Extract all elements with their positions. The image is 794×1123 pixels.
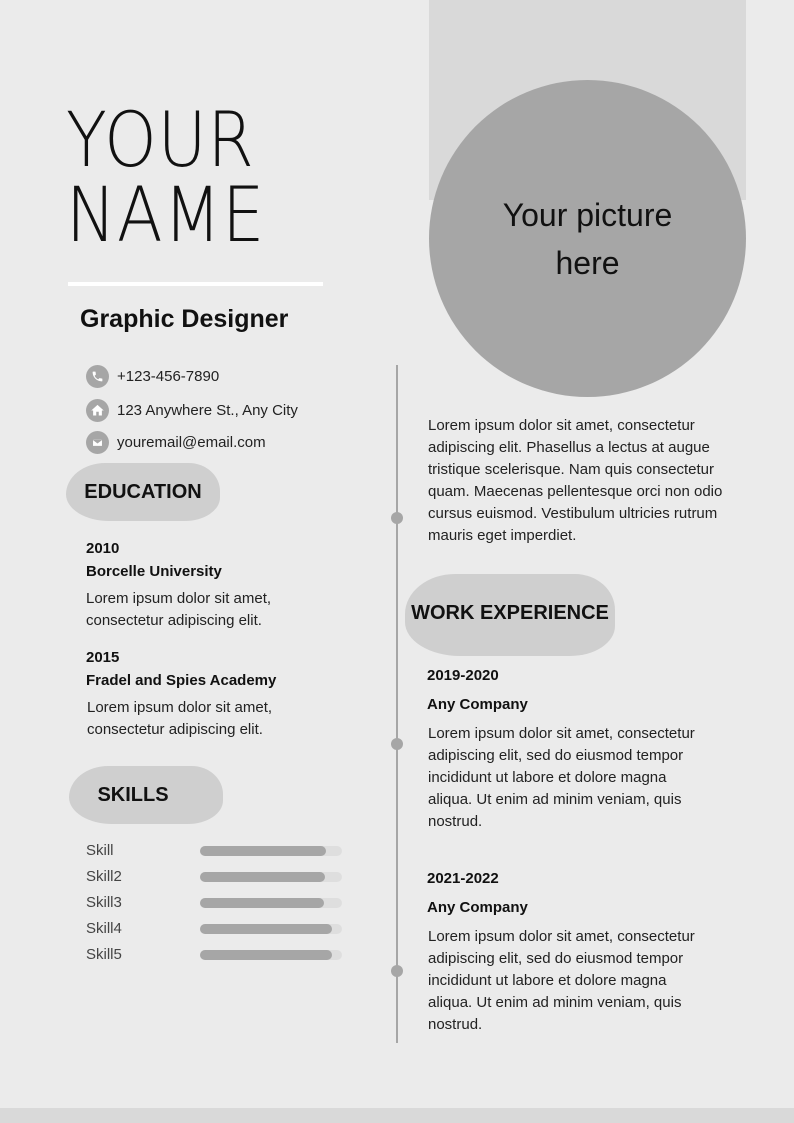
about-text: Lorem ipsum dolor sit amet, consectetur adipiscing elit. Phasellus a lectus at augue tristique scelerisque. Nam quis consectetur quam. Maecenas pellentesque orci non odio cursus euismod. Vestibulum ultricies rutrum mauris eget imperdiet. xyxy=(428,417,723,544)
skill-label: Skill3 xyxy=(86,894,122,911)
contact-email xyxy=(86,430,266,454)
footer-bar xyxy=(0,1108,794,1123)
name-line-1: YOUR xyxy=(66,95,255,184)
skills-heading-blob xyxy=(69,766,223,824)
work-description: Lorem ipsum dolor sit amet, consectetur adipiscing elit, sed do eiusmod tempor incididunt ut labore et dolore magna aliqua. Ut enim ad minim veniam, quis nostrud. xyxy=(428,928,695,1033)
skill-label: Skill5 xyxy=(86,946,122,963)
home-icon xyxy=(86,399,109,422)
skill-label: Skill2 xyxy=(86,868,122,885)
education-school: Borcelle University xyxy=(86,563,222,580)
work-period: 2019-2020 xyxy=(427,667,499,684)
education-heading: EDUCATION xyxy=(84,480,202,503)
education-school: Fradel and Spies Academy xyxy=(86,672,277,689)
phone-icon xyxy=(86,365,109,388)
timeline-line xyxy=(396,365,398,1043)
candidate-name xyxy=(66,95,292,259)
skill-label: Skill4 xyxy=(86,920,122,937)
job-title: Graphic Designer xyxy=(80,305,289,333)
skills-heading: SKILLS xyxy=(97,783,169,806)
skill-bar-fill xyxy=(200,950,332,960)
skill-bar-fill xyxy=(200,898,324,908)
contact-phone xyxy=(86,364,219,388)
work-period: 2021-2022 xyxy=(427,870,499,887)
skill-bar-fill xyxy=(200,924,332,934)
phone-text: +123-456-7890 xyxy=(117,367,220,385)
skill-label: Skill xyxy=(86,842,114,859)
work-heading: WORK EXPERIENCE xyxy=(411,601,609,624)
skill-bar-fill xyxy=(200,872,325,882)
education-description: Lorem ipsum dolor sit amet, consectetur adipiscing elit. xyxy=(87,699,273,738)
address-text: 123 Anywhere St., Any City xyxy=(117,401,298,419)
education-description: Lorem ipsum dolor sit amet, consectetur adipiscing elit. xyxy=(86,590,272,629)
skill-bar xyxy=(200,846,342,856)
skill-bar xyxy=(200,872,342,882)
timeline-dot xyxy=(391,512,403,524)
work-company: Any Company xyxy=(427,696,528,713)
skill-bar xyxy=(200,898,342,908)
timeline-dot xyxy=(391,965,403,977)
education-heading-blob xyxy=(66,463,220,521)
skill-bar xyxy=(200,950,342,960)
work-heading-blob xyxy=(405,574,615,656)
contact-address xyxy=(86,398,298,422)
mail-icon xyxy=(86,431,109,454)
education-year: 2010 xyxy=(86,540,120,557)
name-divider xyxy=(68,282,323,286)
timeline-dot xyxy=(391,738,403,750)
picture-placeholder-text: Your picture here xyxy=(502,196,673,281)
profile-picture-placeholder[interactable] xyxy=(429,80,746,397)
work-company: Any Company xyxy=(427,899,528,916)
email-text[interactable]: youremail@email.com xyxy=(117,433,266,451)
name-line-2: NAME xyxy=(66,170,266,259)
skill-bar-fill xyxy=(200,846,326,856)
work-description: Lorem ipsum dolor sit amet, consectetur adipiscing elit, sed do eiusmod tempor incididunt ut labore et dolore magna aliqua. Ut enim ad minim veniam, quis nostrud. xyxy=(428,725,695,830)
education-year: 2015 xyxy=(86,649,120,666)
skill-bar xyxy=(200,924,342,934)
